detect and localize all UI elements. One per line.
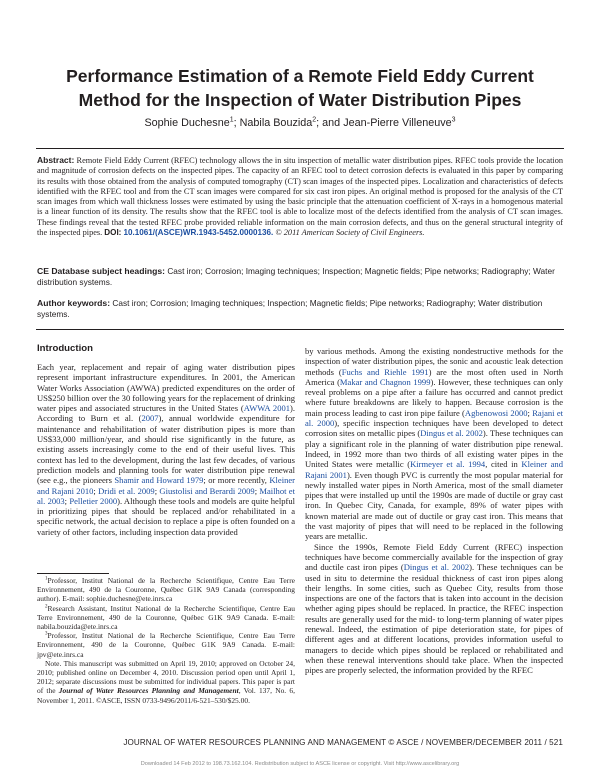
subject-headings — [37, 266, 563, 287]
footnote-3 — [37, 631, 295, 659]
intro-paragraph-1 — [37, 362, 295, 537]
right-column — [305, 346, 563, 676]
citation-link[interactable]: Fuchs and Riehle 1991 — [341, 366, 429, 377]
footnote-mark: 3 — [45, 631, 48, 637]
body-text: Each year, replacement and repair of aging water distribution pipes represent important infrastructure expenditures. In 2001, the American Water Works Association (AWWA) predicted expenditures on the order of US$250 billion over the 30 following years for the replacement of drinking water pipes and associated structures in the United States ( — [37, 362, 295, 414]
author-separator: ; — [233, 117, 240, 129]
citation-link[interactable]: AWWA 2001 — [243, 403, 291, 414]
citation-link[interactable]: Dingus et al. 2002 — [420, 428, 483, 439]
author-affiliation-mark: 3 — [451, 116, 456, 124]
author-affiliation-mark: 2 — [312, 116, 317, 124]
intro-paragraph-2 — [305, 346, 563, 542]
running-footer: JOURNAL OF WATER RESOURCES PLANNING AND MANAGEMENT © ASCE / NOVEMBER/DECEMBER 2011 / 521 — [123, 738, 563, 747]
title-line-1: Performance Estimation of a Remote Field Eddy Current — [66, 66, 534, 86]
body-text: ). These techniques can play a significant role in the planning of water distribution pipe renewal. Indeed, in 1992 more than two thirds of all existing water pipes in the United States were metallic ( — [305, 428, 564, 470]
footnote-mark: 2 — [45, 604, 48, 610]
download-notice: Downloaded 14 Feb 2012 to 198.73.162.104. Redistribution subject to ASCE license or copyright. Visit http://www.ascelibrary.org — [140, 761, 460, 767]
author-affiliation-mark: 1 — [229, 116, 234, 124]
submission-note — [37, 659, 295, 705]
footnote-text: Professor, Institut National de la Recherche Scientifique, Centre Eau Terre Environnement, 490 de la Couronne, Québec G1K 9A9 Canada (corresponding author). E-mail: sophie.duchesne@ete.inrs.ca — [37, 576, 295, 604]
doi-link[interactable]: 10.1061/(ASCE)WR.1943-5452.0000136. — [123, 227, 274, 237]
body-text: ). Even though PVC is currently the most popular material for newly installed water pipes in North America, most of the small diameter pipes that were installed up until the 1990s are made of ductile or gray cast iron. In Quebec City, Canada, for example, 89% of water pipes with known material are made out of ductile or gray cast iron. This means that the vast majority of pipes that will need to be replaced in the following years are metallic. — [305, 469, 563, 542]
footnote-2 — [37, 604, 295, 632]
left-column — [37, 362, 295, 537]
abstract-text: Remote Field Eddy Current (RFEC) technology allows the in situ inspection of metallic water distribution pipes. RFEC tools provide the location and magnitude of corrosion defects on the inspected pipes. The capacity of an RFEC tool to detect corrosion defects is evaluated in this paper by comparing its results with those obtained from the analysis of computed tomography (CT) scan images of the inspected pipes. Localization and characteristics of defects identified with the RFEC tool and from the CT scan images were compared for six cast iron pipes. An original method is proposed for the analysis of the CT scan images from which wall thickness losses were estimated by using the basic principle that the attenuation coefficient of X-rays in a homogenous material is a linear function of its density. The results show that the RFEC tool is able to localize most of the defects identified from the analysis of CT scan images. These findings reveal that the tested RFEC probe provided reliable information on the main corrosion defects, and thus on the general structural integrity of the inspected pipes. — [37, 156, 564, 237]
author-keywords — [37, 298, 563, 319]
citation-link[interactable]: 2007 — [141, 413, 159, 424]
body-text: ; — [154, 485, 160, 496]
body-text: Since the 1990s, Remote Field Eddy Current (RFEC) inspection techniques have become commercially available for the inspection of gray and ductile cast iron pipes ( — [305, 541, 563, 573]
citation-link[interactable]: Kleiner and Rajani 2010 — [37, 475, 295, 496]
abstract-bottom-rule — [36, 329, 564, 330]
copyright-notice: © 2011 American Society of Civil Engineers. — [275, 227, 425, 237]
body-text: ). However, these techniques can only reveal problems on a pipe after a failure has occurred and cannot predict where future breakdowns are likely to happen. Because corrosion is the main process leading to cast iron pipe failure ( — [305, 376, 564, 418]
body-text: ). These techniques can be used in situ to determine the residual thickness of cast iron pipes along their lengths. In some cities, such as Quebec City, results from those inspections are one of the factors that is taken into account in the decision whether aging pipes should be replaced. In practice, the RFEC inspection results are generally used for the mid- to long-term planning of water pipes renewal. Indeed, the estimation of pipe deterioration state, for pipes of different ages and at different locations, provides information useful to managers to decide which pipes should be replaced or rehabilitated and when these renewal interventions should take place. When the inspected pipes are properly selected, the information provided by the RFEC — [305, 562, 564, 676]
citation-link[interactable]: Mailhot et al. 2003 — [37, 485, 295, 506]
abstract-label: Abstract: — [37, 155, 75, 165]
note-text: , Vol. 137, No. 6, November 1, 2011. ©ASCE, ISSN 0733-9496/2011/6-521–530/$25.00. — [37, 686, 295, 705]
doi-label: DOI: — [104, 227, 122, 237]
body-text: ; — [64, 495, 70, 506]
citation-link[interactable]: Shamir and Howard 1979 — [114, 475, 204, 486]
footnote-mark: 1 — [45, 576, 48, 582]
section-heading-introduction: Introduction — [37, 343, 93, 354]
body-text: ). Although these tools and models are quite helpful in prioritizing pipes that should be replaced and/or rehabilitated in a specific network, the actual decision to replace a pipe is often founded on a variety of other factors, including inspection data provided — [37, 495, 295, 537]
author-name: Sophie Duchesne — [144, 117, 230, 129]
citation-link[interactable]: Giustolisi and Berardi 2009 — [159, 485, 255, 496]
body-text: ; — [93, 485, 99, 496]
body-text: ; — [254, 485, 260, 496]
citation-link[interactable]: Agbenowosi 2000 — [464, 407, 528, 418]
author-list — [30, 117, 570, 129]
body-text: ; or more recently, — [203, 475, 270, 486]
author-separator: ; and — [316, 117, 344, 129]
intro-paragraph-3 — [305, 542, 563, 676]
body-text: ) are the most often used in North America ( — [305, 366, 564, 387]
body-text: by various methods. Among the existing nondestructive methods for the inspection of water distribution pipes, the sonic and acoustic leak detection methods ( — [305, 346, 563, 377]
body-text: ), specific inspection techniques have been developed to detect corrosion sites on metallic pipes ( — [305, 418, 563, 439]
citation-link[interactable]: Pelletier 2000 — [69, 495, 118, 506]
citation-link[interactable]: Makar and Chagnon 1999 — [339, 376, 431, 387]
footnotes — [37, 576, 295, 705]
body-text: ). According to Burn et al. ( — [37, 403, 295, 424]
journal-name: Journal of Water Resources Planning and Management — [58, 686, 239, 696]
body-text: , cited in — [485, 459, 522, 470]
citation-link[interactable]: Kleiner and Rajani 2001 — [305, 459, 563, 480]
author-keywords-text: Cast iron; Corrosion; Imaging techniques; Inspection; Magnetic fields; Pipe networks; Radiography; Water distribution systems. — [37, 298, 543, 319]
footnote-1 — [37, 576, 295, 604]
citation-link[interactable]: Dridi et al. 2009 — [98, 485, 155, 496]
citation-link[interactable]: Dingus et al. 2002 — [403, 562, 470, 573]
paper-title — [30, 64, 570, 112]
body-text: ; — [527, 407, 533, 418]
subject-headings-text: Cast iron; Corrosion; Imaging techniques; Inspection; Magnetic fields; Pipe networks; Radiography; Water distribution systems. — [37, 266, 555, 287]
note-text: Note. This manuscript was submitted on April 19, 2010; approved on October 24, 2010; published online on December 4, 2010. Discussion period open until April 1, 2012; separate discussions must be submitted for individual papers. This paper is part of the — [37, 658, 295, 696]
citation-link[interactable]: Kirmeyer et al. 1994 — [410, 459, 486, 470]
body-text: ), annual worldwide expenditure for maintenance and rehabilitation of water distribution pipes is more than US$33,000 million/year, and should rise significantly in the future, as existing assets increasingly come to the end of their useful lives. This context has led to the development, during the last few decades, of various prediction models and planning tools for water distribution pipe renewal (see e.g., the pioneers — [37, 413, 295, 486]
abstract-block — [37, 155, 563, 238]
footnote-text: Professor, Institut National de la Recherche Scientifique, Centre Eau Terre Environnement, 490 de la Couronne, Québec G1K 9A9 Canada. E-mail: jpv@ete.inrs.ca — [37, 631, 295, 659]
author-name: Jean-Pierre Villeneuve — [343, 117, 452, 129]
title-line-2: Method for the Inspection of Water Distribution Pipes — [78, 90, 522, 110]
footnote-text: Research Assistant, Institut National de la Recherche Scientifique, Centre Eau Terre Environnement, 490 de la Couronne, Québec G1K 9A9 Canada. E-mail: nabila.bouzida@ete.inrs.ca — [37, 603, 295, 632]
author-keywords-label: Author keywords: — [37, 298, 111, 308]
footnote-rule — [37, 573, 109, 574]
author-name: Nabila Bouzida — [239, 117, 313, 129]
subject-headings-label: CE Database subject headings: — [37, 266, 165, 276]
citation-link[interactable]: Rajani et al. 2000 — [305, 407, 563, 429]
abstract-top-rule — [36, 148, 564, 149]
